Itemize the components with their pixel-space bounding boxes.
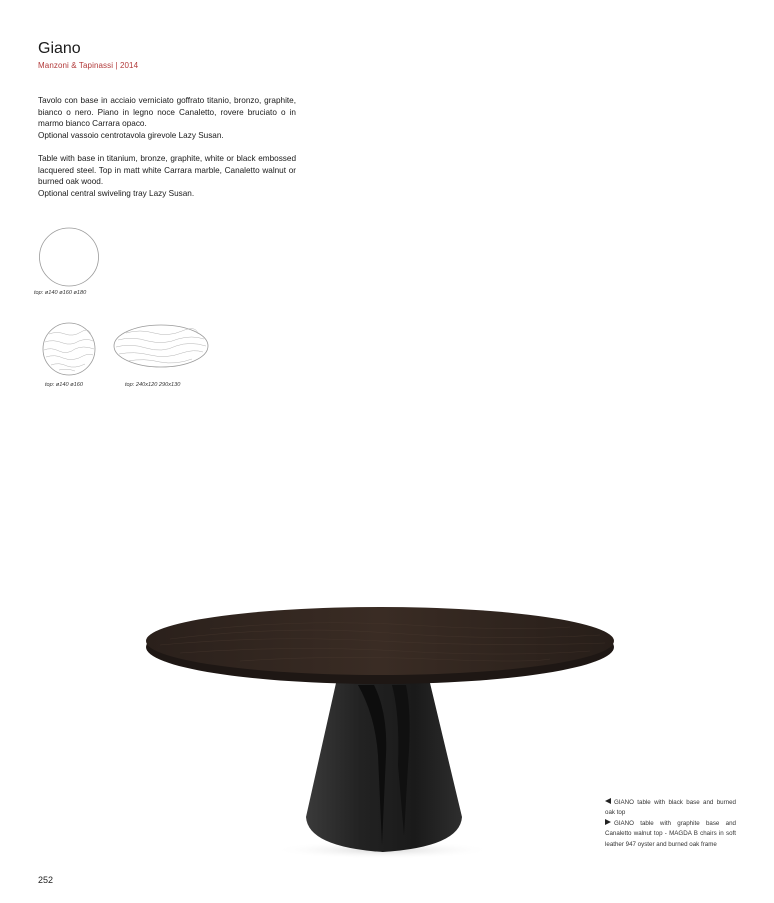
round-marble-top-icon [41, 322, 97, 376]
photo-caption-left-text: GIANO table with black base and burned oak top [605, 799, 736, 817]
giano-table-photo [130, 595, 630, 860]
description-italian-optional: Optional vassoio centrotavola girevole Lazy Susan. [38, 130, 224, 140]
arrow-left-icon [605, 798, 611, 804]
photo-caption-right-item [605, 819, 736, 850]
arrow-right-icon [605, 819, 611, 825]
description-english-main: Table with base in titanium, bronze, graphite, white or black embossed lacquered steel. Top in matt white Carrara marble, Canaletto walnut or burned oak wood. [38, 154, 296, 187]
photo-caption [605, 798, 736, 850]
description-italian-main: Tavolo con base in acciaio verniciato goffrato titanio, bronzo, graphite, bianco o nero. Piano in legno noce Canaletto, rovere bruciato o in marmo bianco Carrara opaco. [38, 96, 296, 129]
photo-caption-left-item [605, 798, 736, 819]
page-number: 252 [38, 875, 54, 885]
description-english-optional: Optional central swiveling tray Lazy Susan. [38, 188, 195, 198]
top-caption-round-marble: top: ø140 ø160 [45, 382, 83, 388]
description-italian [38, 95, 296, 141]
top-caption-oval-marble: top: 240x120 290x130 [125, 382, 181, 388]
round-plain-top-icon [37, 226, 101, 288]
top-caption-round-plain: top: ø140 ø160 ø180 [34, 290, 87, 296]
oval-marble-top-icon [112, 323, 210, 369]
photo-caption-right-text: GIANO table with graphite base and Canaletto walnut top - MAGDA B chairs in soft leather 947 oyster and burned oak frame [605, 819, 736, 848]
designer-year: Manzoni & Tapinassi | 2014 [38, 61, 139, 70]
description-english [38, 153, 296, 199]
product-title: Giano [38, 40, 81, 57]
